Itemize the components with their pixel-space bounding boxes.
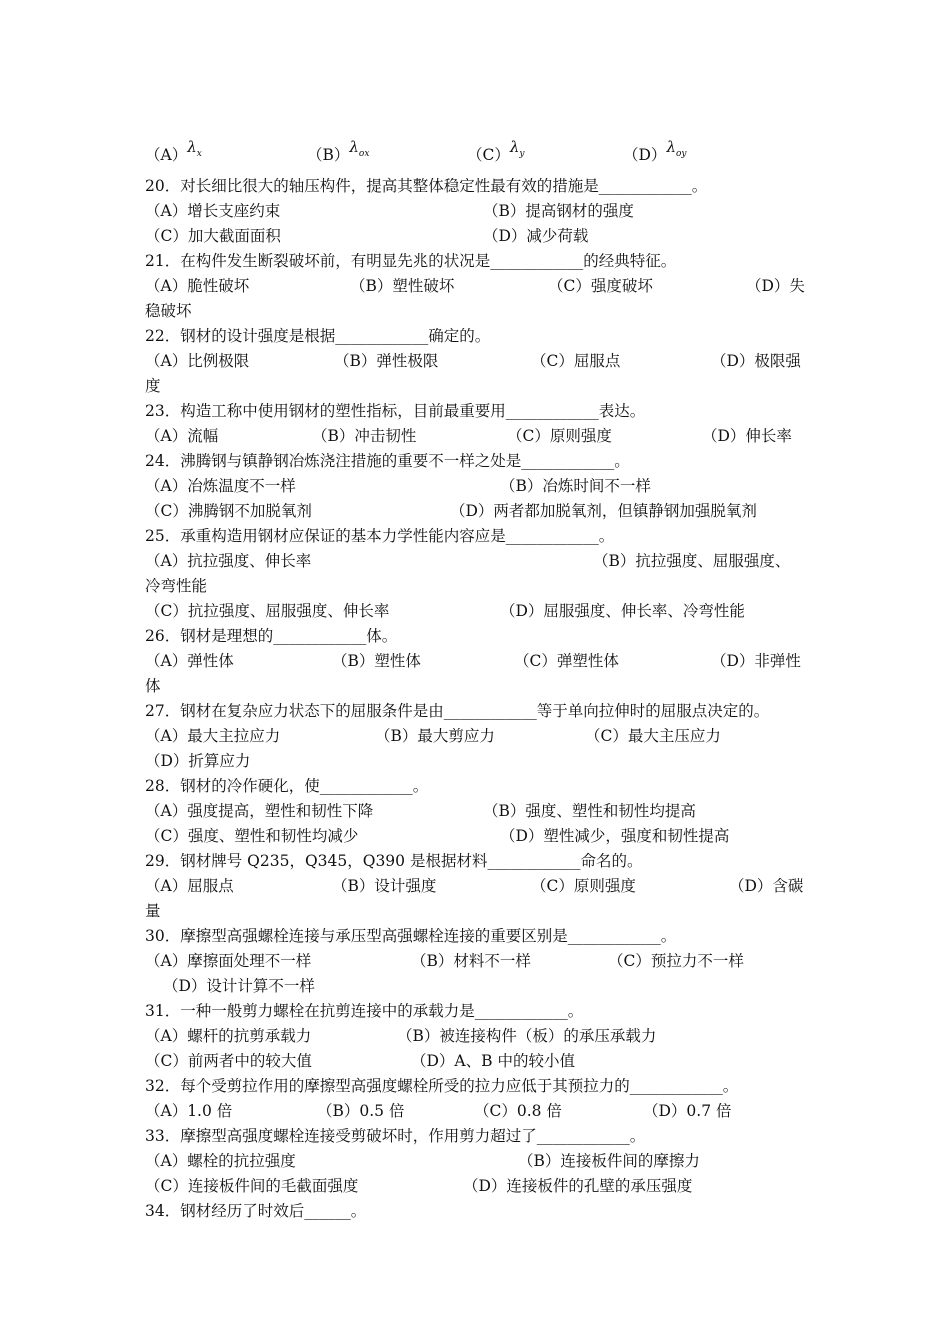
option-b: （B）强度、塑性和韧性均提高 [483, 802, 696, 820]
lambda-subscript: y [519, 149, 525, 159]
option-b [307, 138, 370, 171]
option-d: （D）减少荷载 [483, 227, 589, 245]
option-d: （D）连接板件的孔壁的承压强度 [463, 1177, 693, 1195]
option-a: （A）螺栓的抗拉强度 [145, 1152, 296, 1170]
option-d: （D）塑性减少，强度和韧性提高 [500, 827, 730, 845]
option-a: （A）增长支座约束 [145, 202, 281, 220]
option-a: （A）摩擦面处理不一样 [145, 952, 312, 970]
option-d: （D）折算应力 [145, 752, 251, 770]
lambda-glyph: λ [666, 138, 676, 156]
lambda-x-symbol [187, 138, 202, 159]
lambda-glyph: λ [509, 138, 520, 156]
option-d: （D）屈服强度、伸长率、冷弯性能 [500, 602, 745, 620]
option-a: （A）强度提高，塑性和韧性下降 [145, 802, 374, 820]
question-31-stem: 31．一种一般剪力螺栓在抗剪连接中的承载力是____________。 [145, 1002, 584, 1020]
option-b: （B）0.5 倍 [317, 1102, 405, 1120]
option-d: （D）失 [746, 277, 805, 295]
question-21-stem: 21．在构件发生断裂破坏前，有明显先兆的状况是____________的经典特征。 [145, 252, 677, 270]
question-30-stem: 30．摩擦型高强螺栓连接与承压型高强螺栓连接的重要区别是____________。 [145, 927, 677, 945]
option-d: （D）A、B 中的较小值 [411, 1052, 575, 1070]
option-d-label: （D） [623, 146, 667, 164]
lambda-subscript: x [196, 149, 202, 159]
question-32-stem: 32．每个受剪拉作用的摩擦型高强度螺栓所受的拉力应低于其预拉力的____________。 [145, 1077, 739, 1095]
option-d: （D）两者都加脱氧剂，但镇静钢加强脱氧剂 [450, 502, 757, 520]
option-b: （B）提高钢材的强度 [483, 202, 634, 220]
option-a: （A）螺杆的抗剪承载力 [145, 1027, 312, 1045]
option-d: （D）非弹性 [711, 652, 801, 670]
option-b: （B）被连接构件（板）的承压承载力 [397, 1027, 657, 1045]
option-a: （A）冶炼温度不一样 [145, 477, 296, 495]
question-29-wrap: 量 [145, 902, 161, 920]
option-c: （C）0.8 倍 [474, 1102, 562, 1120]
option-c: （C）最大主压应力 [585, 727, 721, 745]
option-a: （A）比例极限 [145, 352, 250, 370]
question-22-wrap: 度 [145, 377, 161, 395]
option-a-label: （A） [145, 146, 188, 164]
option-c-label: （C） [467, 146, 510, 164]
option-c: （C）弹塑性体 [514, 652, 619, 670]
question-26-wrap: 体 [145, 677, 161, 695]
option-d: （D）0.7 倍 [643, 1102, 732, 1120]
question-34-stem: 34．钢材经历了时效后______。 [145, 1202, 367, 1220]
option-d: （D）含碳 [729, 877, 804, 895]
lambda-ox-symbol [349, 138, 370, 159]
question-27-stem: 27．钢材在复杂应力状态下的屈服条件是由____________等于单向拉伸时的屈服点决定的。 [145, 702, 770, 720]
question-20-stem: 20．对长细比很大的轴压构件，提高其整体稳定性最有效的措施是____________。 [145, 177, 708, 195]
option-b: （B）连接板件间的摩擦力 [518, 1152, 700, 1170]
option-c: （C）前两者中的较大值 [145, 1052, 312, 1070]
question-22-stem: 22．钢材的设计强度是根据____________确定的。 [145, 327, 491, 345]
question-33-stem: 33．摩擦型高强度螺栓连接受剪破坏时，作用剪力超过了____________。 [145, 1127, 646, 1145]
option-b-label: （B） [307, 146, 350, 164]
lambda-glyph: λ [349, 138, 359, 156]
option-b: （B）抗拉强度、屈服强度、 [593, 552, 791, 570]
lambda-y-symbol [509, 138, 525, 159]
option-c: （C）原则强度 [507, 427, 612, 445]
option-d: （D）设计计算不一样 [163, 977, 315, 995]
option-b: （B）塑性破坏 [350, 277, 455, 295]
option-c: （C）强度、塑性和韧性均减少 [145, 827, 359, 845]
option-b: （B）弹性极限 [334, 352, 439, 370]
option-a: （A）最大主拉应力 [145, 727, 281, 745]
question-25-stem: 25．承重构造用钢材应保证的基本力学性能内容应是____________。 [145, 527, 615, 545]
option-a: （A）抗拉强度、伸长率 [145, 552, 312, 570]
option-b: （B）材料不一样 [411, 952, 531, 970]
option-a: （A）屈服点 [145, 877, 234, 895]
question-24-stem: 24．沸腾钢与镇静钢冶炼浇注措施的重要不一样之处是____________。 [145, 452, 630, 470]
question-25-wrap: 冷弯性能 [145, 577, 208, 595]
option-d: （D）极限强 [711, 352, 801, 370]
option-b: （B）塑性体 [332, 652, 421, 670]
option-c: （C）预拉力不一样 [608, 952, 744, 970]
option-a: （A）1.0 倍 [145, 1102, 233, 1120]
option-a: （A）流幅 [145, 427, 219, 445]
option-d [623, 138, 687, 171]
option-c: （C）加大截面面积 [145, 227, 281, 245]
lambda-oy-symbol [666, 138, 687, 159]
option-a [145, 138, 202, 171]
option-c: （C）抗拉强度、屈服强度、伸长率 [145, 602, 390, 620]
option-c: （C）连接板件间的毛截面强度 [145, 1177, 359, 1195]
option-c [467, 138, 525, 171]
option-a: （A）脆性破坏 [145, 277, 250, 295]
option-c: （C）沸腾钢不加脱氧剂 [145, 502, 312, 520]
option-d: （D）伸长率 [702, 427, 792, 445]
question-21-wrap: 稳破坏 [145, 302, 192, 320]
lambda-subscript: ox [358, 149, 370, 159]
option-b: （B）冲击韧性 [312, 427, 417, 445]
option-c: （C）强度破坏 [548, 277, 653, 295]
option-b: （B）冶炼时间不一样 [500, 477, 651, 495]
option-a: （A）弹性体 [145, 652, 234, 670]
option-c: （C）屈服点 [531, 352, 621, 370]
question-28-stem: 28．钢材的冷作硬化，使____________。 [145, 777, 429, 795]
question-26-stem: 26．钢材是理想的____________体。 [145, 627, 398, 645]
lambda-glyph: λ [187, 138, 197, 156]
option-b: （B）设计强度 [332, 877, 437, 895]
lambda-subscript: oy [675, 149, 687, 159]
option-c: （C）原则强度 [531, 877, 636, 895]
question-23-stem: 23．构造工称中使用钢材的塑性指标，目前最重要用____________表达。 [145, 402, 646, 420]
option-b: （B）最大剪应力 [375, 727, 495, 745]
question-29-stem: 29．钢材牌号 Q235，Q345，Q390 是根据材料____________命名的。 [145, 852, 643, 870]
